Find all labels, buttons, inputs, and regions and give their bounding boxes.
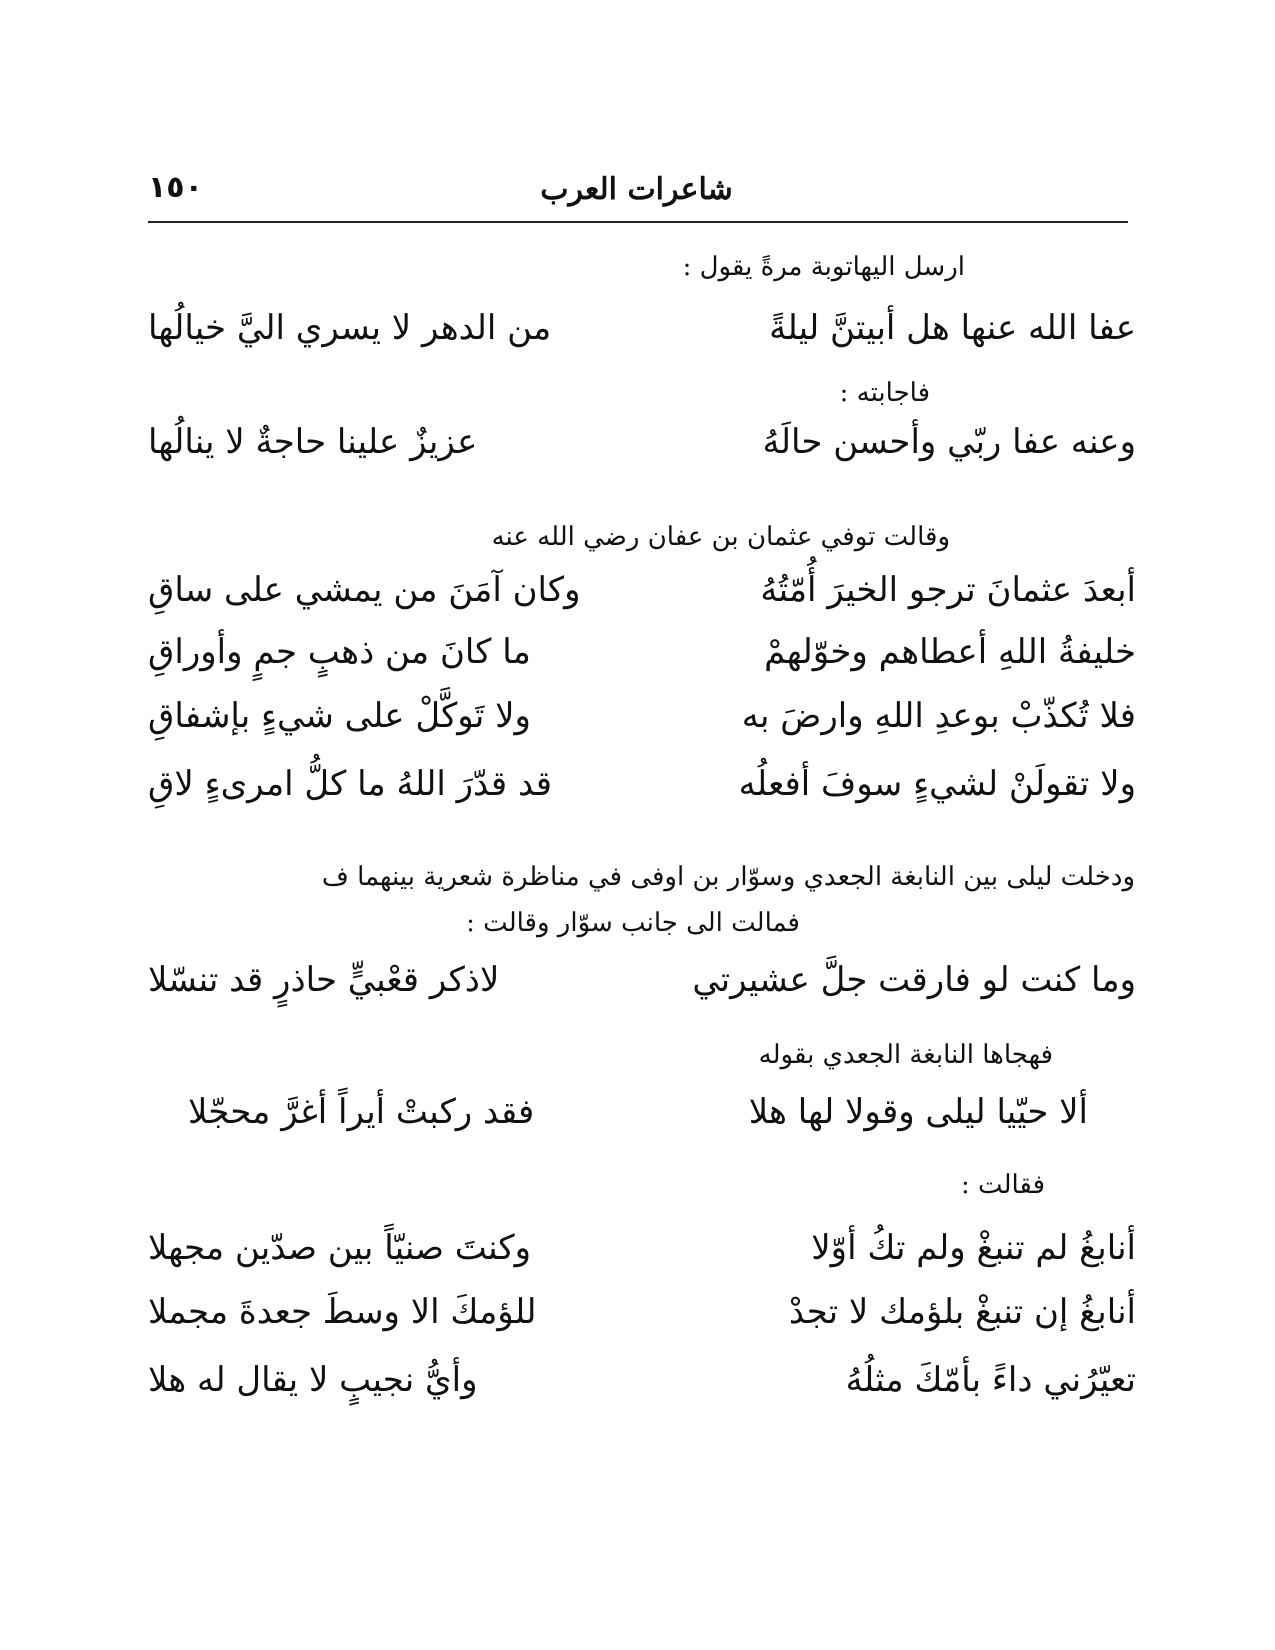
verse-second-hemistich: قد قدّرَ اللهُ ما كلُّ امرىءٍ لاقِ	[148, 764, 553, 804]
verse-first-hemistich: خليفةُ اللهِ أعطاهم وخوّلهمْ	[764, 632, 1136, 672]
verse-second-hemistich: وأيُّ نجيبٍ لا يقال له هلا	[148, 1360, 478, 1400]
verse-line	[148, 632, 1136, 688]
running-title: شاعرات العرب	[540, 172, 733, 207]
verse-second-hemistich: عزيزٌ علينا حاجةٌ لا ينالُها	[148, 422, 478, 462]
verse-line	[148, 764, 1136, 820]
verse-second-hemistich: ولا تَوكَّلْ على شيءٍ بإشفاقِ	[148, 696, 531, 736]
prose-line: فقالت :	[961, 1170, 1045, 1200]
verse-line	[148, 1092, 1136, 1148]
prose-line: فمالت الى جانب سوّار وقالت :	[466, 908, 800, 938]
verse-second-hemistich: فقد ركبتْ أيراً أغرَّ محجّلا	[188, 1092, 535, 1132]
verse-first-hemistich: فلا تُكذّبْ بوعدِ اللهِ وارضَ به	[741, 696, 1136, 736]
verse-line	[148, 960, 1136, 1016]
prose-line: ارسل اليهاتوبة مرةً يقول :	[682, 252, 965, 282]
verse-second-hemistich: وكان آمَنَ من يمشي على ساقِ	[148, 570, 581, 610]
verse-first-hemistich: أنابغُ إن تنبغْ بلؤمك لا تجدْ	[788, 1292, 1136, 1332]
verse-line	[148, 1228, 1136, 1284]
verse-first-hemistich: ألا حيّيا ليلى وقولا لها هلا	[748, 1092, 1088, 1132]
verse-line	[148, 696, 1136, 752]
verse-second-hemistich: وكنتَ صنيّاً بين صدّين مجهلا	[148, 1228, 532, 1268]
prose-line: فاجابته :	[839, 378, 930, 408]
verse-second-hemistich: لاذكر قعْبيٍّ حاذرٍ قد تنسّلا	[148, 960, 500, 1000]
header-rule	[148, 221, 1128, 223]
verse-first-hemistich: أبعدَ عثمانَ ترجو الخيرَ أُمّتُهُ	[760, 570, 1136, 610]
prose-line: ودخلت ليلى بين النابغة الجعدي وسوّار بن اوفى في مناظرة شعرية بينهما ف	[321, 862, 1135, 892]
verse-first-hemistich: وعنه عفا ربّي وأحسن حالَهُ	[762, 422, 1136, 462]
verse-line	[148, 422, 1136, 478]
prose-line: فهجاها النابغة الجعدي بقوله	[758, 1040, 1053, 1070]
verse-line	[148, 308, 1136, 364]
verse-first-hemistich: وما كنت لو فارقت جلَّ عشيرتي	[692, 960, 1136, 1000]
verse-line	[148, 570, 1136, 626]
verse-second-hemistich: للؤمكَ الا وسطَ جعدةَ مجملا	[148, 1292, 537, 1332]
verse-first-hemistich: ولا تقولَنْ لشيءٍ سوفَ أفعلُه	[738, 764, 1136, 804]
verse-second-hemistich: ما كانَ من ذهبٍ جمٍ وأوراقِ	[148, 632, 531, 672]
verse-first-hemistich: أنابغُ لم تنبغْ ولم تكُ أوّلا	[811, 1228, 1136, 1268]
prose-line: وقالت توفي عثمان بن عفان رضي الله عنه	[491, 522, 950, 552]
verse-second-hemistich: من الدهر لا يسري اليَّ خيالُها	[148, 308, 552, 348]
verse-line	[148, 1360, 1136, 1416]
verse-first-hemistich: تعيّرُني داءً بأمّكَ مثلُهُ	[845, 1360, 1136, 1400]
verse-line	[148, 1292, 1136, 1348]
verse-first-hemistich: عفا الله عنها هل أبيتنَّ ليلةً	[769, 308, 1136, 348]
page-header	[148, 170, 1125, 218]
page-number: ١٥٠	[148, 170, 203, 205]
